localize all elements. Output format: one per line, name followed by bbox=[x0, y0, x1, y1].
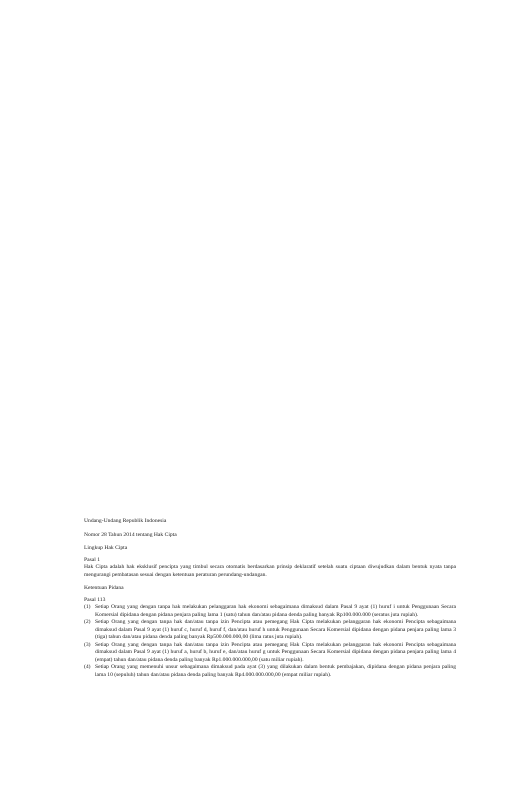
item-text: Setiap Orang yang dengan tanpa hak dan/atau tanpa izin Pencipta atau pemegang Hak Cipta melakukan pelanggaran hak ekonomi Pencipta sebagaimana dimaksud dalam Pasal 9 ayat (1) huruf c, huruf d, huruf f, dan/atau huruf h untuk Penggunaan Secara Komersial dipidana dengan pidana penjara paling lama 3 (tiga) tahun dan/atau pidana denda paling banyak Rp500.000.000,00 (lima ratus juta rupiah). bbox=[95, 619, 456, 640]
law-number: Nomor 28 Tahun 2014 tentang Hak Cipta bbox=[84, 531, 177, 538]
item-number: (1) bbox=[84, 604, 91, 610]
copyright-notice bbox=[84, 518, 456, 679]
item-text: Setiap Orang yang memenuhi unsur sebagaimana dimaksud pada ayat (3) yang dilakukan dalam bentuk pembajakan, dipidana dengan pidana penjara paling lama 10 (sepuluh) tahun dan/atau pidana denda paling banyak Rp4.000.000.000,00 (empat miliar rupiah). bbox=[95, 664, 456, 678]
item-number: (2) bbox=[84, 619, 91, 625]
item-number: (4) bbox=[84, 664, 91, 670]
pasal1-text: Hak Cipta adalah hak eksklusif pencipta yang timbul secara otomatis berdasarkan prinsip deklaratif setelah suatu ciptaan diwujudkan dalam bentuk nyata tanpa mengurangi pembatasan sesuai dengan ketentuan peraturan perundang-undangan. bbox=[84, 564, 456, 578]
pasal113-item bbox=[84, 619, 456, 642]
pasal113-title: Pasal 113 bbox=[84, 596, 106, 603]
pasal1-title: Pasal 1 bbox=[84, 556, 101, 563]
item-text: Setiap Orang yang dengan tanpa hak melakukan pelanggaran hak ekonomi sebagaimana dimaksud dalam Pasal 9 ayat (1) huruf i untuk Penggunaan Secara Komersial dipidana dengan pidana penjara paling lama 1 (satu) tahun dan/atau pidana denda paling banyak Rp100.000.000 (seratus juta rupiah). bbox=[95, 604, 456, 618]
scope-heading: Lingkup Hak Cipta bbox=[84, 545, 128, 551]
item-text: Setiap Orang yang dengan tanpa hak dan/atau tanpa izin Pencipta atau pemegang Hak Cipta melakukan pelanggaran hak ekonomi Pencipta sebagaimana dimaksud dalam Pasal 9 ayat (1) huruf a, huruf b, huruf e, dan/atau huruf g untuk Penggunaan Secara Komersial dipidana dengan pidana penjara paling lama 4 (empat) tahun dan/atau pidana denda paling banyak Rp1.000.000.000,00 (satu miliar rupiah). bbox=[95, 641, 456, 663]
pasal113-item bbox=[84, 642, 456, 665]
pasal113-item bbox=[84, 604, 456, 619]
ketentuan-pidana-heading: Ketentuan Pidana bbox=[84, 585, 124, 591]
law-title: Undang-Undang Republik Indonesia bbox=[84, 518, 167, 524]
item-number: (3) bbox=[84, 641, 91, 648]
pasal113-item bbox=[84, 664, 456, 679]
